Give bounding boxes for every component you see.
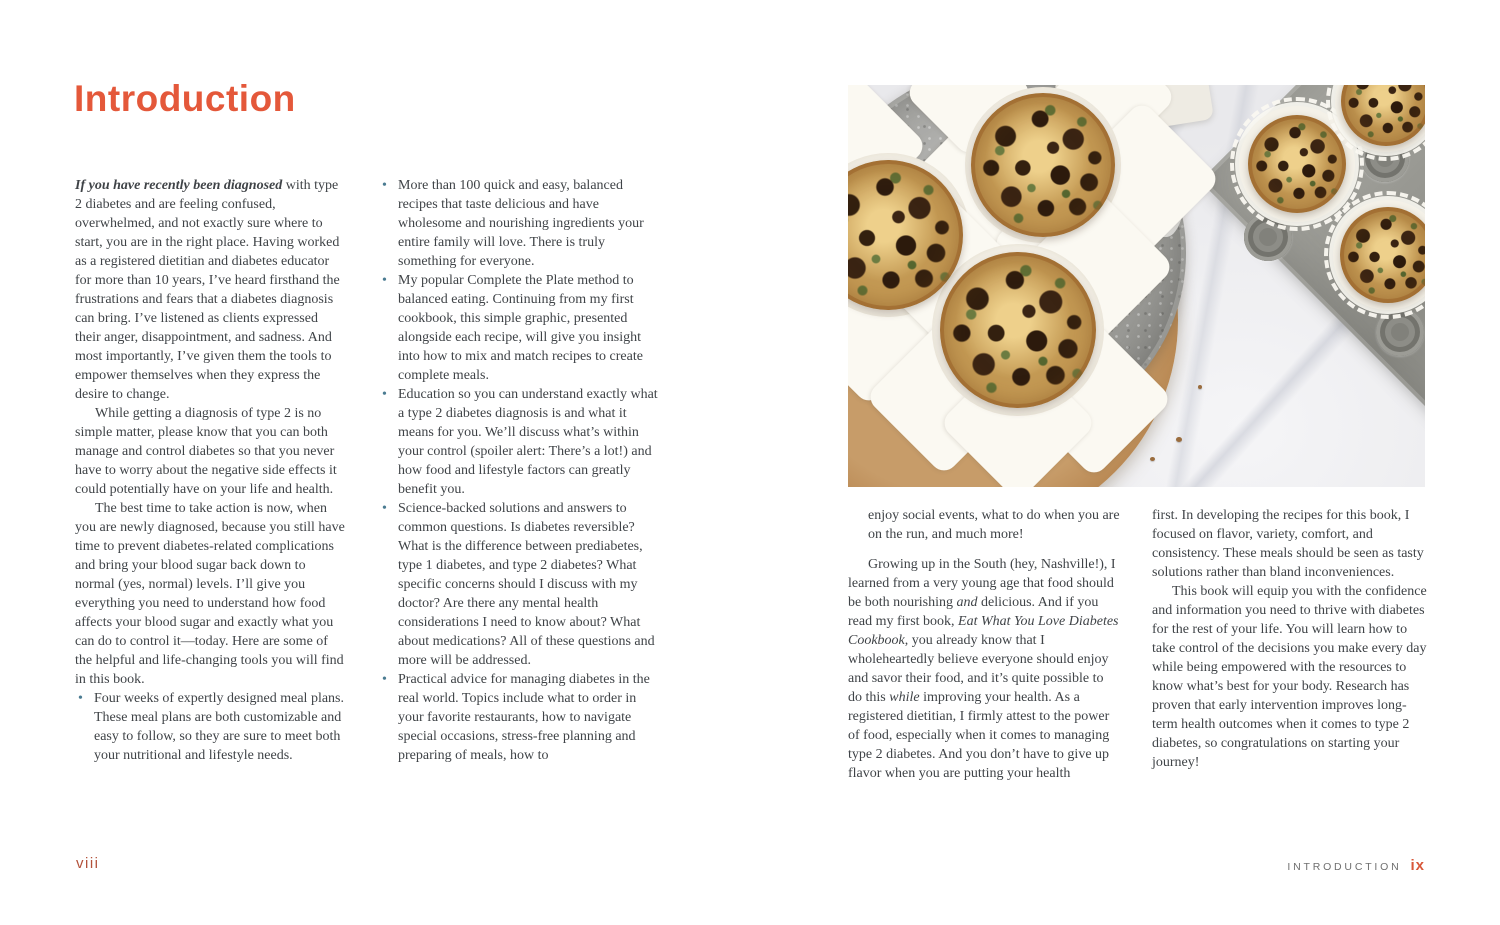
page-footer-right [1287,857,1425,875]
crumb [1176,437,1182,442]
left-page-column-1 [75,176,346,765]
running-head: INTRODUCTION [1287,861,1402,873]
left-page-column-2 [379,176,661,765]
list-item [379,176,661,271]
muffin [1248,115,1346,213]
crumb [1198,385,1202,389]
paragraph: While getting a diagnosis of type 2 is no simple matter, please know that you can both manage and control diabetes so that you never have to worry about the negative side effects it could potentially have on your life and health. [75,406,337,497]
crumb [1150,457,1155,461]
paragraph-intro: If you have recently been diagnosed with type 2 diabetes and are feeling confused, overwhelmed, and not exactly sure where to start, you are in the right place. Having worked as a registered dietitian and diabetes educator for more than 10 years, I’ve heard firsthand the frustrations and fears that a diabetes diagnosis can bring. I’ve listened as clients expressed their anger, disappointment, and sadness. And most importantly, I’ve given them the tools to empower themselves when they express the desire to change. [75,178,340,402]
right-page-column-1 [848,506,1120,783]
list-item [379,670,661,765]
paragraph: The best time to take action is now, when you are newly diagnosed, because you still have time to prevent diabetes-related complications and bring your blood sugar back down to normal (yes, normal) levels. I’ll give you everything you need to understand how food affects your blood sugar and exactly what you can do to control it—today. Here are some of the helpful and life-changing tools you will find in this book. [75,501,345,687]
list-item [379,385,661,499]
muffin [1340,207,1425,303]
right-page-columns [848,506,1428,783]
muffin-photo [848,85,1425,487]
page-number-right: ix [1410,857,1425,874]
list-item-text: Practical advice for managing diabetes in the real world. Topics include what to order in your favorite restaurants, how to navigate special occasions, stress-free planning and preparing of meals, how to [398,672,650,763]
list-continuation: enjoy social events, what to do when you are on the run, and much more! [868,508,1120,542]
list-item-text: Education so you can understand exactly what a type 2 diabetes diagnosis is and what it means for you. We’ll discuss what’s within your control (spoiler alert: There’s a lot!) and how food and lifestyle factors can greatly benefit you. [398,387,658,497]
list-item [75,689,346,765]
list-item [379,271,661,385]
list-item-text: More than 100 quick and easy, balanced recipes that taste delicious and have wholesome and nourishing ingredients your entire family will love. There is truly something for everyone. [398,178,644,269]
right-page-column-2 [1152,506,1428,783]
page-title: Introduction [74,78,296,119]
list-item [379,499,661,670]
list-item-text: Four weeks of expertly designed meal plans. These meal plans are both customizable and easy to follow, so they are sure to meet both your nutritional and lifestyle needs. [94,691,344,763]
paragraph: Growing up in the South (hey, Nashville!), I learned from a very young age that food should be both nourishing and delicious. And if you read my first book, Eat What You Love Diabetes Cookbook, you already know that I wholeheartedly believe everyone should enjoy and savor their food, and it’s quite possible to do this while improving your health. As a registered dietitian, I firmly attest to the power of food, especially when it comes to managing type 2 diabetes. And you don’t have to give up flavor when you are putting your health [848,557,1119,781]
list-item-text: Science-backed solutions and answers to common questions. Is diabetes reversible? What is the difference between prediabetes, type 1 diabetes, and type 2 diabetes? What specific concerns should I discuss with my doctor? Are there any mental health considerations I need to know about? What about medications? All of these questions and more will be addressed. [398,501,655,668]
page-number-left: viii [76,855,100,872]
paragraph: This book will equip you with the confidence and information you need to thrive with diabetes for the rest of your life. You will learn how to take control of the decisions you make every day while being empowered with the resources to know what’s best for your body. Research has proven that early intervention improves long-term health outcomes when it comes to type 2 diabetes, so congratulations on starting your journey! [1152,584,1427,770]
paragraph: first. In developing the recipes for this book, I focused on flavor, variety, comfort, and consistency. These meals should be seen as tasty solutions rather than bland inconveniences. [1152,508,1424,580]
list-item-text: My popular Complete the Plate method to balanced eating. Continuing from my first cookbook, this simple graphic, presented alongside each recipe, will give you insight into how to mix and match recipes to create complete meals. [398,273,643,383]
muffin [940,252,1096,408]
left-page-columns [75,176,661,765]
muffin [971,93,1115,237]
